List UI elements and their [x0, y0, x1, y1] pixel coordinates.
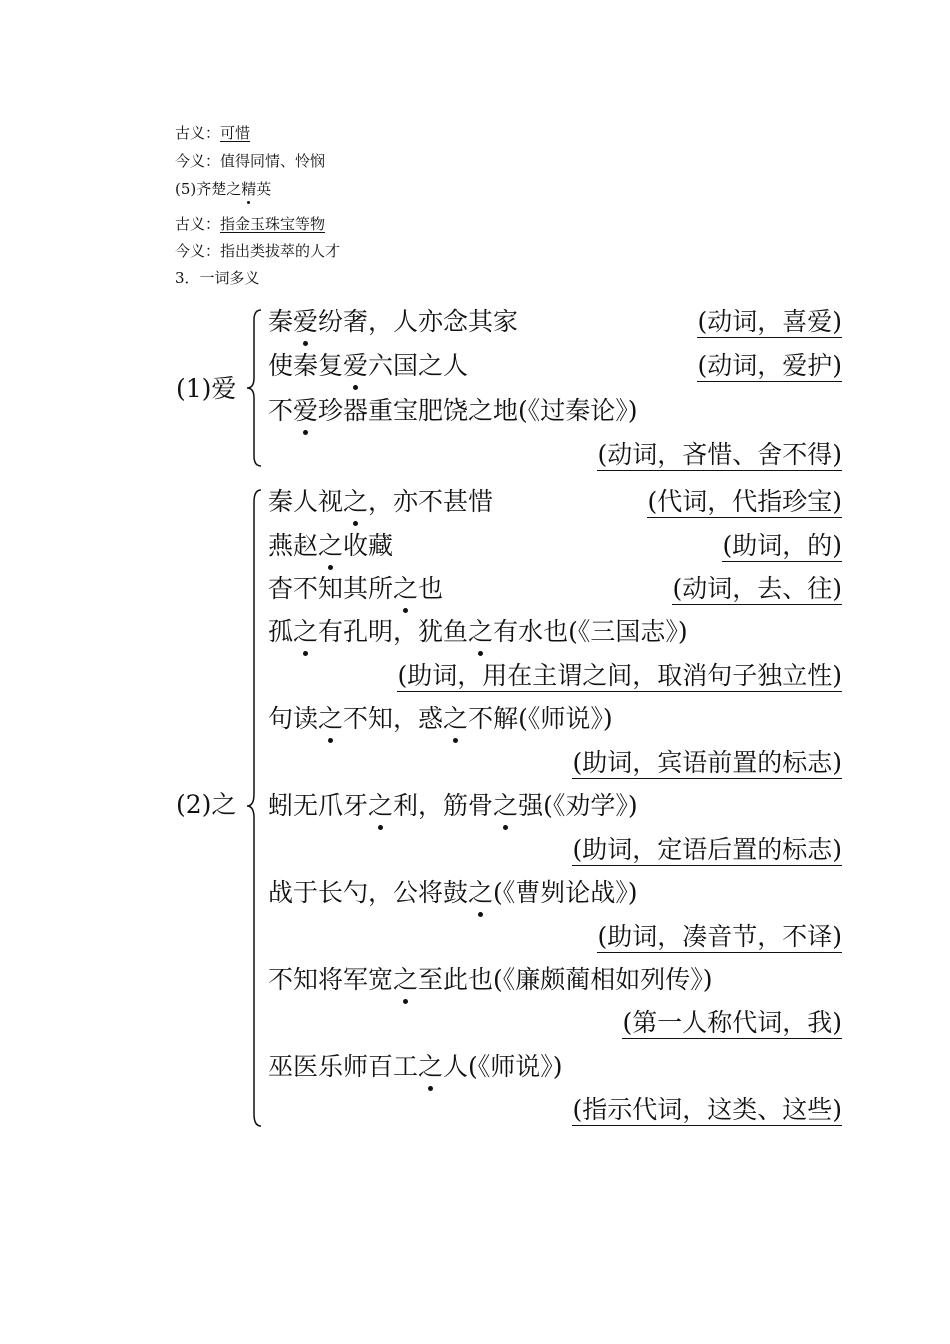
example-pre: 不 — [268, 396, 294, 425]
example-post: 珍器重宝肥饶之地(《过秦论》) — [318, 396, 638, 425]
jin-yi-value: 指出类拔萃的人才 — [220, 242, 341, 260]
example-post: 利，筋骨 — [393, 791, 494, 820]
group2-example-3 — [268, 574, 443, 604]
gloss-text: (助词，用在主谓之间，取消句子独立性) — [397, 661, 842, 690]
group2-gloss-9 — [572, 1095, 842, 1125]
gloss-text: (助词，凑音节，不译) — [597, 922, 842, 951]
group1-brace — [245, 308, 265, 468]
gu-yi-line-1 — [175, 123, 250, 143]
jin-yi-line-1 — [175, 151, 325, 171]
example-post: 收藏 — [343, 531, 394, 560]
example-pre: 燕赵 — [268, 531, 319, 560]
group2-example-7 — [268, 878, 638, 908]
example-dotted-char: 之 — [293, 617, 319, 646]
gloss-text: (助词，的) — [722, 531, 842, 560]
example-post: ，亦不甚惜 — [368, 487, 494, 516]
example-dotted-char-2: 之 — [468, 617, 494, 646]
example-post: 不知，惑 — [343, 704, 444, 733]
group1-gloss-1 — [697, 307, 842, 337]
group2-gloss-2 — [722, 531, 842, 561]
example-post-2: 有水也(《三国志》) — [493, 617, 688, 646]
item-5-dotted-char: 精 — [241, 180, 257, 198]
gu-yi-label: 古义： — [175, 124, 221, 142]
group1-label: (1)爱 — [176, 374, 237, 403]
group2-example-5 — [268, 704, 613, 734]
example-dotted-char: 之 — [318, 704, 344, 733]
example-pre: 使秦复 — [268, 351, 344, 380]
group2-gloss-7 — [597, 922, 842, 952]
example-dotted-char-2: 之 — [443, 704, 469, 733]
group2-example-8 — [268, 965, 713, 995]
group2-example-9 — [268, 1052, 563, 1082]
group1-example-2 — [268, 351, 468, 381]
jin-yi-line-2 — [175, 241, 340, 261]
gloss-text: (动词，去、往) — [672, 574, 842, 603]
example-dotted-char: 之 — [318, 531, 344, 560]
jin-yi-label: 今义： — [175, 152, 221, 170]
group1-gloss-2 — [697, 351, 842, 381]
example-post: 有孔明，犹鱼 — [318, 617, 469, 646]
group1-example-1 — [268, 307, 518, 337]
example-pre: 杳不知其所 — [268, 574, 394, 603]
group2-gloss-1 — [647, 487, 842, 517]
group2-example-4 — [268, 617, 688, 647]
gloss-text: (代词，代指珍宝) — [647, 487, 842, 516]
example-dotted-char: 之 — [393, 574, 419, 603]
example-post: 纷奢，人亦念其家 — [318, 307, 519, 336]
example-dotted-char: 爱 — [343, 351, 369, 380]
gloss-text: (指示代词，这类、这些) — [572, 1095, 842, 1124]
gu-yi-value: 指金玉珠宝等物 — [220, 215, 326, 233]
example-dotted-char: 之 — [468, 878, 494, 907]
example-dotted-char: 爱 — [293, 396, 319, 425]
group2-label: (2)之 — [176, 790, 237, 819]
group2-gloss-8 — [622, 1008, 842, 1038]
example-pre: 战于长勺，公将鼓 — [268, 878, 469, 907]
example-pre: 秦人视 — [268, 487, 344, 516]
example-dotted-char: 之 — [343, 487, 369, 516]
gu-yi-value: 可惜 — [220, 124, 251, 142]
example-dotted-char: 之 — [393, 965, 419, 994]
gloss-text: (助词，定语后置的标志) — [572, 835, 842, 864]
example-post: 六国之人 — [368, 351, 469, 380]
group1-gloss-3 — [597, 440, 842, 470]
example-pre: 不知将军宽 — [268, 965, 394, 994]
gloss-text: (动词，爱护) — [697, 351, 842, 380]
gloss-text: (动词，吝惜、舍不得) — [597, 440, 842, 469]
example-post-2: 强(《劝学》) — [518, 791, 638, 820]
example-pre: 巫医乐师百工 — [268, 1052, 419, 1081]
gloss-text: (动词，喜爱) — [697, 307, 842, 336]
gu-yi-label: 古义： — [175, 215, 221, 233]
example-post: 至此也(《廉颇蔺相如列传》) — [418, 965, 713, 994]
example-dotted-char: 之 — [418, 1052, 444, 1081]
group2-example-1 — [268, 487, 493, 517]
gloss-text: (助词，宾语前置的标志) — [572, 748, 842, 777]
group2-gloss-5 — [572, 748, 842, 778]
gloss-text: (第一人称代词，我) — [622, 1008, 842, 1037]
example-pre: 蚓无爪牙 — [268, 791, 369, 820]
group2-brace — [245, 488, 265, 1128]
group2-gloss-6 — [572, 835, 842, 865]
section-heading: 3．一词多义 — [175, 269, 260, 287]
gu-yi-line-2 — [175, 214, 325, 234]
jin-yi-value: 值得同情、怜悯 — [220, 152, 326, 170]
group2-example-2 — [268, 531, 393, 561]
jin-yi-label: 今义： — [175, 242, 221, 260]
example-pre: 孤 — [268, 617, 294, 646]
group2-gloss-3 — [672, 574, 842, 604]
item-5-post: 英 — [256, 180, 272, 198]
item-5-pre: (5)齐楚之 — [175, 180, 242, 198]
example-post: 也 — [418, 574, 444, 603]
example-dotted-char-2: 之 — [493, 791, 519, 820]
group1-example-3 — [268, 396, 638, 426]
example-post-2: 不解(《师说》) — [468, 704, 613, 733]
example-pre: 秦 — [268, 307, 294, 336]
example-post: (《曹刿论战》) — [493, 878, 638, 907]
group2-example-6 — [268, 791, 638, 821]
example-dotted-char: 爱 — [293, 307, 319, 336]
item-5-line — [175, 179, 271, 199]
example-dotted-char: 之 — [368, 791, 394, 820]
example-post: 人(《师说》) — [443, 1052, 563, 1081]
group2-gloss-4 — [397, 661, 842, 691]
example-pre: 句读 — [268, 704, 319, 733]
